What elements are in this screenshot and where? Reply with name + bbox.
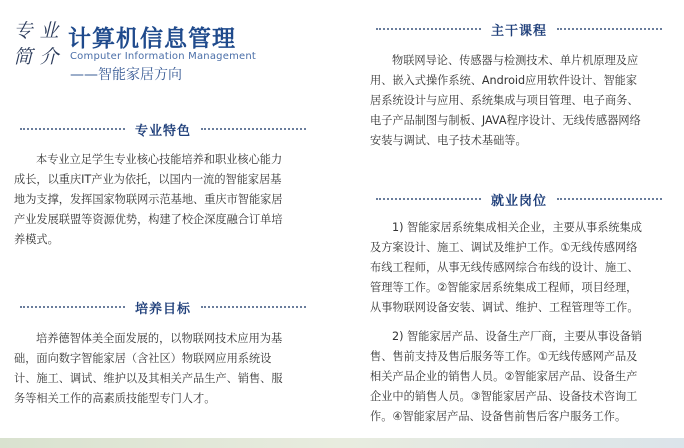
courses-heading-bar <box>366 20 672 38</box>
text-line: 管理等工作。②智能家居系统集成工程师，项目经理， <box>370 281 638 294</box>
courses-paragraph <box>370 51 672 151</box>
text-line: 成长，以重庆IT产业为依托，以国内一流的智能家居基 <box>14 173 282 186</box>
page-title: 计算机信息管理 <box>68 26 236 52</box>
courses-heading: 主干课程 <box>491 23 548 39</box>
features-paragraph <box>14 150 314 250</box>
features-heading: 专业特色 <box>135 123 192 139</box>
text-line: 相关产品企业的销售人员。②智能家居产品、设备生产 <box>370 370 638 383</box>
dotted-divider <box>376 28 481 30</box>
text-line: 养模式。 <box>14 233 59 246</box>
text-line: 安装与调试、电子技术基础等。 <box>370 134 527 147</box>
text-line: 础，面向数字智能家居（含社区）物联网应用系统设 <box>14 352 272 365</box>
text-line: 地为支撑，发挥国家物联网示范基地、重庆市智能家居 <box>14 193 283 206</box>
section-logo <box>10 18 62 70</box>
goals-heading-bar <box>10 298 316 316</box>
text-line: 及方案设计、施工、调试及维护工作。①无线传感网络 <box>370 241 638 254</box>
text-line: 培养德智体美全面发展的，以物联网技术应用为基 <box>36 332 283 345</box>
features-heading-bar <box>10 120 316 138</box>
goals-heading: 培养目标 <box>135 301 192 317</box>
dotted-divider <box>201 128 306 130</box>
text-line: 产业发展联盟等资源优势，构建了校企深度融合订单培 <box>14 213 283 226</box>
dotted-divider <box>20 128 125 130</box>
goals-paragraph <box>14 329 314 409</box>
dotted-divider <box>20 306 125 308</box>
text-line: 计、施工、调试、维护以及其相关产品生产、销售、服 <box>14 372 283 385</box>
text-line: 企业中的销售人员。③智能家居产品、设备技术咨询工 <box>370 390 638 403</box>
text-line: 1) 智能家居系统集成相关企业，主要从事系统集成 <box>392 221 642 234</box>
text-line: 电子产品制图与制板、JAVA程序设计、无线传感器网络 <box>370 114 641 127</box>
text-line: 售、售前支持及售后服务等工作。①无线传感网产品及 <box>370 350 638 363</box>
text-line: 布线工程师，从事无线传感网综合布线的设计、施工、 <box>370 261 639 274</box>
logo-char: 简 <box>13 46 33 68</box>
text-line: 用、嵌入式操作系统、Android应用软件设计、智能家 <box>370 74 638 87</box>
dotted-divider <box>557 28 662 30</box>
jobs-paragraph-2 <box>370 327 672 427</box>
dotted-divider <box>376 198 481 200</box>
subtitle-english: Computer Information Management <box>70 51 257 62</box>
jobs-heading: 就业岗位 <box>491 193 548 209</box>
jobs-heading-bar <box>366 190 672 208</box>
logo-char: 介 <box>39 46 59 68</box>
text-line: 务等相关工作的高素质技能型专门人才。 <box>14 392 216 405</box>
text-line: 作。④智能家居产品、设备售前售后客户服务工作。 <box>370 410 627 423</box>
text-line: 本专业立足学生专业核心技能培养和职业核心能力 <box>36 153 283 166</box>
dotted-divider <box>557 198 662 200</box>
subtitle-chinese: ——智能家居方向 <box>70 67 182 83</box>
text-line: 从事物联网设备安装、调试、维护、工程管理等工作。 <box>370 301 639 314</box>
bottom-decorative-strip <box>0 438 684 448</box>
text-line: 物联网导论、传感器与检测技术、单片机原理及应 <box>392 54 639 67</box>
dotted-divider <box>201 306 306 308</box>
logo-char: 专 <box>13 20 33 42</box>
text-line: 居系统设计与应用、系统集成与项目管理、电子商务、 <box>370 94 639 107</box>
logo-char: 业 <box>39 20 59 42</box>
text-line: 2) 智能家居产品、设备生产厂商，主要从事设备销 <box>392 330 642 343</box>
jobs-paragraph-1 <box>370 218 672 318</box>
